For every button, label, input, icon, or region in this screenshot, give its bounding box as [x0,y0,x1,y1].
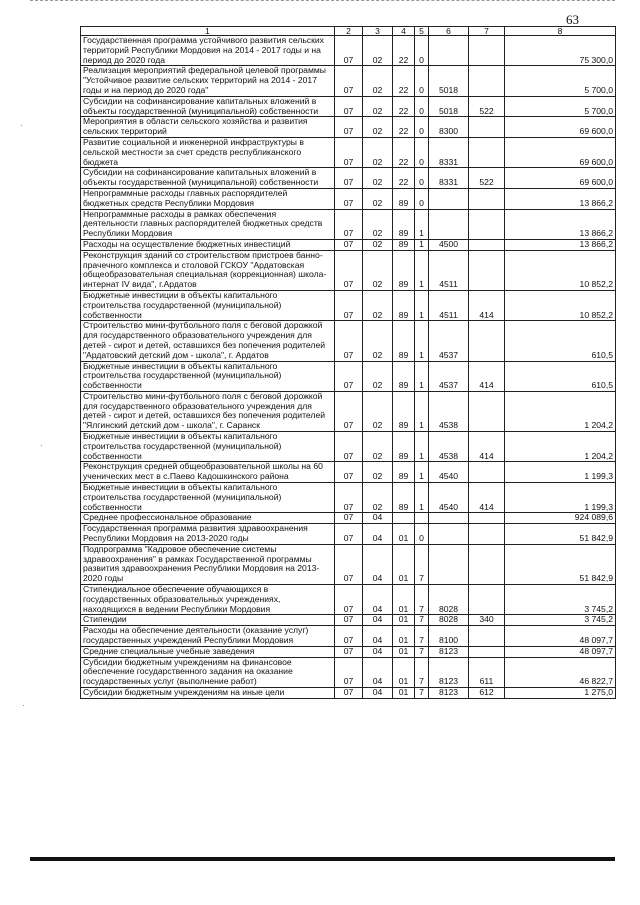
section-code: 07 [335,66,363,96]
table-row [81,361,616,391]
section-code: 07 [335,615,363,626]
subprogram-code: 1 [415,290,429,320]
bottom-scan-edge [30,857,615,861]
subsection-code: 04 [363,615,393,626]
subprogram-code: 1 [415,321,429,361]
item-code [429,188,469,209]
row-amount: 51 842,9 [505,524,616,545]
subprogram-code: 0 [415,137,429,167]
subprogram-code: 0 [415,524,429,545]
expense-type-code [469,391,505,431]
subsection-code: 02 [363,168,393,189]
subsection-code: 02 [363,36,393,66]
table-row [81,137,616,167]
section-code: 07 [335,585,363,615]
section-code: 07 [335,250,363,290]
item-code: 8331 [429,137,469,167]
row-description: Бюджетные инвестиции в объекты капитального строительства государственной (муниципальной) собственности [81,432,335,462]
row-description: Государственная программа устойчивого развития сельских территорий Республики Мордовия на 2014 - 2017 годы и на период до 2020 года [81,36,335,66]
expense-type-code: 522 [469,96,505,117]
table-row [81,483,616,513]
row-amount: 46 822,7 [505,657,616,687]
row-description: Бюджетные инвестиции в объекты капитального строительства государственной (муниципальной) собственности [81,483,335,513]
expense-type-code: 414 [469,290,505,320]
program-code: 01 [393,626,415,647]
table-row [81,524,616,545]
row-amount: 69 600,0 [505,117,616,138]
row-description: Строительство мини-футбольного поля с беговой дорожкой для государственного образовательного учреждения для детей - сирот и детей, оставшихся без попечения родителей "Ардатовский детский дом - школа", г. Ардатов [81,321,335,361]
section-code: 07 [335,646,363,657]
row-description: Бюджетные инвестиции в объекты капитального строительства государственной (муниципальной) собственности [81,290,335,320]
row-description: Субсидии бюджетным учреждениям на иные цели [81,688,335,699]
expense-type-code: 414 [469,432,505,462]
row-amount: 69 600,0 [505,137,616,167]
section-code: 07 [335,188,363,209]
expense-type-code [469,209,505,239]
program-code: 89 [393,250,415,290]
section-code: 07 [335,688,363,699]
row-description: Расходы на обеспечение деятельности (оказание услуг) государственных учреждений Республики Мордовия [81,626,335,647]
subsection-code: 02 [363,290,393,320]
subprogram-code: 7 [415,626,429,647]
subprogram-code: 0 [415,168,429,189]
item-code: 4511 [429,250,469,290]
item-code: 5018 [429,96,469,117]
subprogram-code: 1 [415,391,429,431]
row-amount: 610,5 [505,361,616,391]
row-description: Строительство мини-футбольного поля с беговой дорожкой для государственного образовательного учреждения для детей - сирот и детей, оставшихся без попечения родителей "Ялгинский детский дом - школа", г. Саранск [81,391,335,431]
table-row [81,688,616,699]
subprogram-code: 1 [415,250,429,290]
table-row [81,290,616,320]
subsection-code: 02 [363,239,393,250]
row-amount: 610,5 [505,321,616,361]
row-amount: 5 700,0 [505,66,616,96]
item-code: 8331 [429,168,469,189]
top-scan-edge [30,0,615,1]
item-code: 4540 [429,483,469,513]
scan-speck: · [20,120,23,130]
item-code [429,36,469,66]
section-code: 07 [335,209,363,239]
section-code: 07 [335,321,363,361]
expense-type-code [469,321,505,361]
item-code: 8300 [429,117,469,138]
table-row [81,36,616,66]
row-amount: 13 866,2 [505,188,616,209]
row-amount: 10 852,2 [505,290,616,320]
row-description: Субсидии бюджетным учреждениям на финансовое обеспечение государственного задания на оказание государственных услуг (выполнение работ) [81,657,335,687]
table-row [81,209,616,239]
row-amount: 10 852,2 [505,250,616,290]
subsection-code: 02 [363,250,393,290]
subsection-code: 02 [363,462,393,483]
item-code: 8028 [429,615,469,626]
expense-type-code [469,66,505,96]
table-row [81,615,616,626]
expense-type-code [469,137,505,167]
row-description: Реализация мероприятий федеральной целевой программы "Устойчивое развитие сельских территорий на 2014 - 2017 годы и на период до 2020 года" [81,66,335,96]
program-code: 01 [393,544,415,584]
expense-type-code [469,646,505,657]
page-number: 63 [566,12,579,27]
scan-speck: · [40,440,43,450]
subsection-code: 04 [363,585,393,615]
subsection-code: 02 [363,117,393,138]
table-row [81,321,616,361]
expense-type-code [469,626,505,647]
column-header: 2 [335,27,363,36]
row-amount: 75 300,0 [505,36,616,66]
table-body [81,36,616,699]
program-code: 01 [393,524,415,545]
item-code: 4538 [429,391,469,431]
section-code: 07 [335,657,363,687]
item-code: 4537 [429,361,469,391]
table-row [81,239,616,250]
program-code: 89 [393,483,415,513]
table-row [81,250,616,290]
section-code: 07 [335,239,363,250]
subprogram-code: 0 [415,117,429,138]
section-code: 07 [335,483,363,513]
subsection-code: 04 [363,688,393,699]
subsection-code: 02 [363,209,393,239]
row-description: Субсидии на софинансирование капитальных вложений в объекты государственной (муниципальной) собственности [81,96,335,117]
subprogram-code: 1 [415,209,429,239]
section-code: 07 [335,137,363,167]
table-row [81,646,616,657]
row-amount: 1 199,3 [505,483,616,513]
program-code: 89 [393,188,415,209]
row-amount: 69 600,0 [505,168,616,189]
table-row [81,513,616,524]
program-code: 89 [393,361,415,391]
row-description: Средние специальные учебные заведения [81,646,335,657]
section-code: 07 [335,432,363,462]
subsection-code: 04 [363,513,393,524]
item-code: 4537 [429,321,469,361]
budget-table [80,26,616,699]
row-description: Расходы на осуществление бюджетных инвестиций [81,239,335,250]
expense-type-code: 611 [469,657,505,687]
program-code: 89 [393,321,415,361]
expense-type-code [469,544,505,584]
column-header: 7 [469,27,505,36]
row-description: Непрограммные расходы в рамках обеспечения деятельности главных распорядителей бюджетных средств Республики Мордовия [81,209,335,239]
row-description: Реконструкция средней общеобразовательной школы на 60 ученических мест в с.Паево Кадошкинского района [81,462,335,483]
column-header: 4 [393,27,415,36]
item-code: 4511 [429,290,469,320]
row-amount: 1 204,2 [505,391,616,431]
column-header: 6 [429,27,469,36]
expense-type-code: 522 [469,168,505,189]
subsection-code: 02 [363,432,393,462]
table-row [81,585,616,615]
section-code: 07 [335,462,363,483]
expense-type-code: 340 [469,615,505,626]
subsection-code: 02 [363,137,393,167]
section-code: 07 [335,290,363,320]
expense-type-code [469,250,505,290]
row-description: Государственная программа развития здравоохранения Республики Мордовия на 2013-2020 годы [81,524,335,545]
expense-type-code: 612 [469,688,505,699]
row-amount: 1 199,3 [505,462,616,483]
row-amount: 3 745,2 [505,585,616,615]
program-code: 22 [393,36,415,66]
item-code: 4538 [429,432,469,462]
expense-type-code [469,513,505,524]
row-amount: 48 097,7 [505,646,616,657]
scan-speck: · [22,700,25,710]
item-code: 4500 [429,239,469,250]
subsection-code: 02 [363,483,393,513]
item-code: 5018 [429,66,469,96]
item-code: 8123 [429,646,469,657]
subprogram-code: 1 [415,361,429,391]
item-code: 8028 [429,585,469,615]
column-header: 1 [81,27,335,36]
row-description: Среднее профессиональное образование [81,513,335,524]
expense-type-code [469,36,505,66]
row-description: Подпрограмма "Кадровое обеспечение системы здравоохранения" в рамках Государственной программы развития здравоохранения Республики Мордовия на 2013-2020 годы [81,544,335,584]
program-code: 01 [393,657,415,687]
row-amount: 48 097,7 [505,626,616,647]
row-amount: 51 842,9 [505,544,616,584]
subsection-code: 02 [363,96,393,117]
table-row [81,626,616,647]
expense-type-code [469,239,505,250]
expense-type-code [469,117,505,138]
program-code [393,513,415,524]
row-description: Мероприятия в области сельского хозяйства и развития сельских территорий [81,117,335,138]
table-row [81,168,616,189]
program-code: 22 [393,168,415,189]
column-header: 8 [505,27,616,36]
section-code: 07 [335,36,363,66]
subprogram-code: 1 [415,239,429,250]
row-description: Стипендиальное обеспечение обучающихся в государственных образовательных учреждениях, находящихся в ведении Республики Мордовия [81,585,335,615]
subsection-code: 04 [363,524,393,545]
table-row [81,188,616,209]
row-amount: 1 275,0 [505,688,616,699]
subsection-code: 02 [363,66,393,96]
program-code: 89 [393,462,415,483]
item-code [429,209,469,239]
item-code [429,513,469,524]
subsection-code: 02 [363,188,393,209]
row-description: Непрограммные расходы главных распорядителей бюджетных средств Республики Мордовия [81,188,335,209]
table-row [81,544,616,584]
row-amount: 3 745,2 [505,615,616,626]
section-code: 07 [335,524,363,545]
program-code: 89 [393,209,415,239]
subprogram-code: 1 [415,432,429,462]
subsection-code: 02 [363,361,393,391]
subsection-code: 04 [363,657,393,687]
section-code: 07 [335,626,363,647]
program-code: 89 [393,239,415,250]
row-amount: 924 089,6 [505,513,616,524]
subprogram-code: 7 [415,688,429,699]
section-code: 07 [335,96,363,117]
subsection-code: 02 [363,391,393,431]
expense-type-code: 414 [469,483,505,513]
expense-type-code [469,462,505,483]
program-code: 01 [393,688,415,699]
row-description: Стипендии [81,615,335,626]
expense-type-code [469,188,505,209]
expense-type-code [469,585,505,615]
row-amount: 13 866,2 [505,239,616,250]
section-code: 07 [335,168,363,189]
program-code: 22 [393,66,415,96]
section-code: 07 [335,117,363,138]
subprogram-code: 1 [415,462,429,483]
row-description: Субсидии на софинансирование капитальных вложений в объекты государственной (муниципальной) собственности [81,168,335,189]
column-header: 3 [363,27,393,36]
subprogram-code: 0 [415,188,429,209]
table-row [81,117,616,138]
section-code: 07 [335,361,363,391]
item-code: 8123 [429,657,469,687]
subsection-code: 04 [363,544,393,584]
subsection-code: 02 [363,321,393,361]
program-code: 89 [393,432,415,462]
subsection-code: 04 [363,646,393,657]
row-description: Реконструкция зданий со строительством пристроев банно-прачечного комплекса и столовой ГСКОУ "Ардатовская общеобразовательная специальная (коррекционная) школа-интернат IV вида", г.Ардатов [81,250,335,290]
item-code [429,524,469,545]
row-amount: 1 204,2 [505,432,616,462]
table-row [81,391,616,431]
item-code [429,544,469,584]
row-amount: 5 700,0 [505,96,616,117]
subprogram-code: 0 [415,36,429,66]
subprogram-code: 7 [415,544,429,584]
program-code: 22 [393,137,415,167]
subprogram-code [415,513,429,524]
subsection-code: 04 [363,626,393,647]
subprogram-code: 7 [415,646,429,657]
table-row [81,96,616,117]
subprogram-code: 7 [415,615,429,626]
table-row [81,657,616,687]
section-code: 07 [335,544,363,584]
subprogram-code: 1 [415,483,429,513]
item-code: 8100 [429,626,469,647]
expense-type-code [469,524,505,545]
subprogram-code: 0 [415,96,429,117]
table-row [81,432,616,462]
program-code: 89 [393,290,415,320]
program-code: 01 [393,585,415,615]
item-code: 4540 [429,462,469,483]
row-description: Бюджетные инвестиции в объекты капитального строительства государственной (муниципальной) собственности [81,361,335,391]
subprogram-code: 7 [415,585,429,615]
program-code: 01 [393,646,415,657]
item-code: 8123 [429,688,469,699]
row-description: Развитие социальной и инженерной инфраструктуры в сельской местности за счет средств республиканского бюджета [81,137,335,167]
section-code: 07 [335,513,363,524]
program-code: 22 [393,96,415,117]
program-code: 01 [393,615,415,626]
section-code: 07 [335,391,363,431]
column-header: 5 [415,27,429,36]
program-code: 22 [393,117,415,138]
expense-type-code: 414 [469,361,505,391]
subprogram-code: 0 [415,66,429,96]
table-row [81,66,616,96]
row-amount: 13 866,2 [505,209,616,239]
subprogram-code: 7 [415,657,429,687]
program-code: 89 [393,391,415,431]
table-row [81,462,616,483]
